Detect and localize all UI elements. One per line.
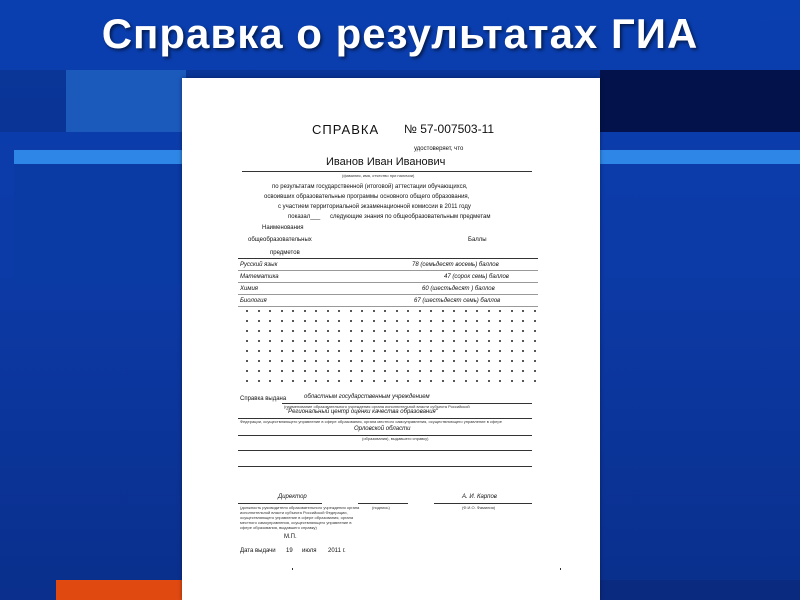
dot xyxy=(442,330,444,332)
dot xyxy=(396,320,398,322)
mark xyxy=(560,568,561,570)
dot xyxy=(292,320,294,322)
dot xyxy=(315,380,317,382)
table-row-line xyxy=(238,294,538,295)
dot xyxy=(246,380,248,382)
underline xyxy=(238,503,322,504)
dot xyxy=(292,340,294,342)
dot xyxy=(281,380,283,382)
dot xyxy=(511,380,513,382)
issued-by-text: "Региональный центр оценки качества образования" xyxy=(286,409,438,415)
dot xyxy=(396,380,398,382)
dot xyxy=(430,350,432,352)
dot xyxy=(476,350,478,352)
dot xyxy=(269,320,271,322)
dot xyxy=(396,340,398,342)
underline xyxy=(238,450,532,451)
dot-row xyxy=(246,340,536,342)
dot xyxy=(350,380,352,382)
dot xyxy=(350,350,352,352)
dot xyxy=(373,310,375,312)
dot xyxy=(315,310,317,312)
dot xyxy=(465,360,467,362)
dot xyxy=(258,380,260,382)
dot xyxy=(292,330,294,332)
fio-caption: (Ф.И.О. Фамилия) xyxy=(462,505,496,510)
dot xyxy=(442,310,444,312)
dot xyxy=(430,370,432,372)
dot xyxy=(442,350,444,352)
dot xyxy=(499,330,501,332)
dot xyxy=(350,330,352,332)
dot xyxy=(442,370,444,372)
dot xyxy=(338,320,340,322)
dot xyxy=(453,350,455,352)
signature-caption: (подпись) xyxy=(372,505,390,510)
dot xyxy=(419,360,421,362)
dot xyxy=(488,380,490,382)
dot xyxy=(361,320,363,322)
dot xyxy=(430,310,432,312)
dot xyxy=(327,310,329,312)
dot xyxy=(499,340,501,342)
dot xyxy=(304,370,306,372)
dot xyxy=(430,380,432,382)
dot xyxy=(453,360,455,362)
dot xyxy=(281,350,283,352)
dot xyxy=(361,340,363,342)
dot xyxy=(269,350,271,352)
dot xyxy=(269,310,271,312)
dot xyxy=(292,360,294,362)
dot xyxy=(361,370,363,372)
dot xyxy=(338,380,340,382)
dot xyxy=(442,360,444,362)
dot xyxy=(407,360,409,362)
dot xyxy=(269,360,271,362)
underline xyxy=(242,171,532,172)
dot xyxy=(453,320,455,322)
region-text: Орловской области xyxy=(354,426,411,432)
dot xyxy=(534,320,536,322)
dot xyxy=(476,310,478,312)
dot xyxy=(384,340,386,342)
dot xyxy=(511,340,513,342)
dot xyxy=(304,340,306,342)
dot xyxy=(384,330,386,332)
dot xyxy=(361,360,363,362)
dot xyxy=(292,370,294,372)
dot xyxy=(315,330,317,332)
dot xyxy=(442,340,444,342)
issued-by-caption: (наименование образовательного учреждения органа исполнительной власти субъекта Российской xyxy=(284,404,470,409)
dot xyxy=(350,360,352,362)
accent-bar-orange xyxy=(56,580,186,600)
dot xyxy=(476,330,478,332)
dot xyxy=(269,380,271,382)
dot xyxy=(384,370,386,372)
dot xyxy=(396,310,398,312)
dot-row xyxy=(246,330,536,332)
dot xyxy=(407,320,409,322)
dot xyxy=(442,380,444,382)
dot xyxy=(430,320,432,322)
dot xyxy=(407,380,409,382)
dot xyxy=(350,320,352,322)
column-header-subjects: общеобразовательных xyxy=(248,237,312,243)
subject-score: 47 (сорок семь) баллов xyxy=(444,274,509,280)
subject-name: Математика xyxy=(240,274,279,280)
dot xyxy=(246,340,248,342)
dot xyxy=(476,370,478,372)
issued-by-text: областным государственным учреждением xyxy=(304,394,430,400)
text-line: показал___ xyxy=(288,214,321,220)
dot xyxy=(373,350,375,352)
dot xyxy=(396,370,398,372)
dot xyxy=(246,320,248,322)
dot xyxy=(534,350,536,352)
dot-row xyxy=(246,320,536,322)
dot xyxy=(269,340,271,342)
dot xyxy=(327,320,329,322)
dot xyxy=(522,330,524,332)
table-divider xyxy=(238,258,538,259)
column-header-subjects: предметов xyxy=(270,250,300,256)
underline xyxy=(434,503,532,504)
dot xyxy=(419,310,421,312)
subject-name: Химия xyxy=(240,286,258,292)
dot xyxy=(488,320,490,322)
dot xyxy=(304,380,306,382)
dot xyxy=(453,330,455,332)
table-row-line xyxy=(238,270,538,271)
background-band xyxy=(66,70,186,132)
dot xyxy=(534,340,536,342)
dot xyxy=(373,370,375,372)
dot xyxy=(292,380,294,382)
dot xyxy=(396,350,398,352)
dot xyxy=(281,310,283,312)
dot xyxy=(315,320,317,322)
dot xyxy=(465,320,467,322)
dot xyxy=(476,340,478,342)
dot xyxy=(373,360,375,362)
dot xyxy=(373,330,375,332)
dot xyxy=(327,340,329,342)
dot xyxy=(350,310,352,312)
dot xyxy=(499,370,501,372)
dot xyxy=(361,350,363,352)
dot xyxy=(246,360,248,362)
subject-name: Биология xyxy=(240,298,267,304)
issued-by-caption: Федерации, осуществляющего управление в сфере образования, органа местного самоуправления, осуществляющего управление в сфере xyxy=(240,419,502,424)
dot xyxy=(522,370,524,372)
dot xyxy=(361,330,363,332)
dot xyxy=(511,320,513,322)
dot xyxy=(419,330,421,332)
dot xyxy=(522,350,524,352)
director-caption: (должность руководителя образовательного учреждения органа исполнительной власти субъекта Российской Федерации, осуществляющего управление в сфере образования, органа местного самоуправления, осуществляющего управление в сфере образования, выдавшего справку) xyxy=(240,505,360,530)
dot xyxy=(281,370,283,372)
text-line: по результатам государственной (итоговой) аттестации обучающихся, xyxy=(272,184,468,190)
issue-day: 19 xyxy=(286,548,293,554)
dot xyxy=(258,310,260,312)
director-title: Директор xyxy=(278,494,307,500)
background-band xyxy=(600,70,800,132)
director-name: А. И. Карпов xyxy=(462,494,497,500)
dot xyxy=(488,340,490,342)
dot xyxy=(534,360,536,362)
dot xyxy=(384,320,386,322)
dot xyxy=(465,340,467,342)
dot xyxy=(419,350,421,352)
dot xyxy=(499,380,501,382)
dot xyxy=(499,320,501,322)
dot xyxy=(327,370,329,372)
signature-line xyxy=(358,503,408,504)
certifies-text: удостоверяет, что xyxy=(414,146,464,152)
dot xyxy=(258,360,260,362)
dot xyxy=(384,350,386,352)
dot xyxy=(488,330,490,332)
dot xyxy=(269,370,271,372)
dot xyxy=(281,360,283,362)
dot xyxy=(499,350,501,352)
dot-row xyxy=(246,310,536,312)
dot xyxy=(511,330,513,332)
dot xyxy=(304,360,306,362)
dot xyxy=(534,330,536,332)
dot xyxy=(350,370,352,372)
dot xyxy=(453,310,455,312)
dot xyxy=(292,310,294,312)
dot xyxy=(304,310,306,312)
dot xyxy=(465,380,467,382)
name-caption: (фамилия, имя, отчество при наличии) xyxy=(342,173,415,178)
subject-name: Русский язык xyxy=(240,262,278,268)
dot xyxy=(315,360,317,362)
dot xyxy=(338,310,340,312)
background-band xyxy=(14,164,184,284)
dot xyxy=(522,340,524,342)
text-line: освоивших образовательные программы основного общего образования, xyxy=(264,194,470,200)
dot xyxy=(499,360,501,362)
dot xyxy=(430,330,432,332)
dot-row xyxy=(246,370,536,372)
dot xyxy=(465,350,467,352)
dot xyxy=(522,320,524,322)
dot xyxy=(476,360,478,362)
dot xyxy=(419,340,421,342)
dot xyxy=(442,320,444,322)
dot-row xyxy=(246,360,536,362)
dot-row xyxy=(246,350,536,352)
dot xyxy=(315,340,317,342)
dot xyxy=(407,340,409,342)
doc-heading: СПРАВКА xyxy=(312,122,380,137)
dot xyxy=(258,330,260,332)
issue-date-label: Дата выдачи xyxy=(240,548,276,554)
dot xyxy=(465,370,467,372)
dot xyxy=(350,340,352,342)
dot xyxy=(315,350,317,352)
dot xyxy=(488,350,490,352)
dot xyxy=(384,360,386,362)
dot xyxy=(465,330,467,332)
dot xyxy=(269,330,271,332)
table-row-line xyxy=(238,282,538,283)
dot xyxy=(338,330,340,332)
dot xyxy=(258,370,260,372)
dot xyxy=(522,380,524,382)
dot xyxy=(511,350,513,352)
dot xyxy=(292,350,294,352)
subject-score: 60 (шестьдесят ) баллов xyxy=(422,286,495,292)
accent-bar-dark xyxy=(600,580,800,600)
dot xyxy=(338,340,340,342)
dot xyxy=(281,340,283,342)
dot xyxy=(511,370,513,372)
mark xyxy=(292,568,293,570)
slide-title: Справка о результатах ГИА xyxy=(101,10,699,57)
dot xyxy=(384,310,386,312)
dot xyxy=(430,360,432,362)
column-header-subjects: Наименования xyxy=(262,225,304,231)
column-header-scores: Баллы xyxy=(468,237,487,243)
underline xyxy=(238,466,532,467)
dot xyxy=(511,310,513,312)
dot xyxy=(534,370,536,372)
dot xyxy=(534,310,536,312)
doc-number: № 57-007503-11 xyxy=(404,122,495,136)
dot xyxy=(258,340,260,342)
dot xyxy=(304,330,306,332)
text-line: с участием территориальной экзаменационной комиссии в 2011 году xyxy=(278,204,471,210)
dot xyxy=(499,310,501,312)
dot xyxy=(281,330,283,332)
dot xyxy=(338,350,340,352)
subject-score: 67 (шестьдесят семь) баллов xyxy=(414,298,501,304)
dot xyxy=(407,310,409,312)
dot xyxy=(304,320,306,322)
dot xyxy=(361,380,363,382)
dot xyxy=(281,320,283,322)
dot xyxy=(522,310,524,312)
dot xyxy=(246,350,248,352)
dot xyxy=(476,380,478,382)
dot xyxy=(338,360,340,362)
dot xyxy=(465,310,467,312)
dot xyxy=(373,340,375,342)
dot xyxy=(315,370,317,372)
dot xyxy=(453,340,455,342)
dot xyxy=(430,340,432,342)
dot xyxy=(304,350,306,352)
dot xyxy=(373,380,375,382)
dot xyxy=(327,330,329,332)
dot xyxy=(453,380,455,382)
region-caption: (образования), выдавшего справку) xyxy=(362,436,429,441)
dot xyxy=(407,350,409,352)
dot xyxy=(258,320,260,322)
dot xyxy=(246,370,248,372)
dot xyxy=(488,360,490,362)
dot xyxy=(373,320,375,322)
dot xyxy=(476,320,478,322)
dot xyxy=(396,330,398,332)
dot xyxy=(407,330,409,332)
issued-by-label: Справка выдана xyxy=(240,396,287,402)
dot xyxy=(419,370,421,372)
dot xyxy=(361,310,363,312)
dot xyxy=(327,360,329,362)
dot xyxy=(338,370,340,372)
dot xyxy=(327,350,329,352)
dot xyxy=(511,360,513,362)
dot-row xyxy=(246,380,536,382)
text-line: следующие знания по общеобразовательным предметам xyxy=(330,214,491,220)
certificate-document xyxy=(182,78,600,600)
dot xyxy=(488,370,490,372)
dot xyxy=(407,370,409,372)
dot xyxy=(419,320,421,322)
issue-month: июля xyxy=(302,548,317,554)
issue-year: 2011 г. xyxy=(328,548,346,554)
dot xyxy=(384,380,386,382)
dot xyxy=(246,310,248,312)
dot xyxy=(419,380,421,382)
dot xyxy=(396,360,398,362)
dot xyxy=(522,360,524,362)
stamp-placeholder: М.П. xyxy=(284,534,297,540)
dot xyxy=(246,330,248,332)
dot xyxy=(327,380,329,382)
dot xyxy=(258,350,260,352)
subject-score: 78 (семьдесят восемь) баллов xyxy=(412,262,499,268)
table-row-line xyxy=(238,306,538,307)
dot xyxy=(453,370,455,372)
dot xyxy=(488,310,490,312)
student-name: Иванов Иван Иванович xyxy=(326,156,446,168)
dot xyxy=(534,380,536,382)
